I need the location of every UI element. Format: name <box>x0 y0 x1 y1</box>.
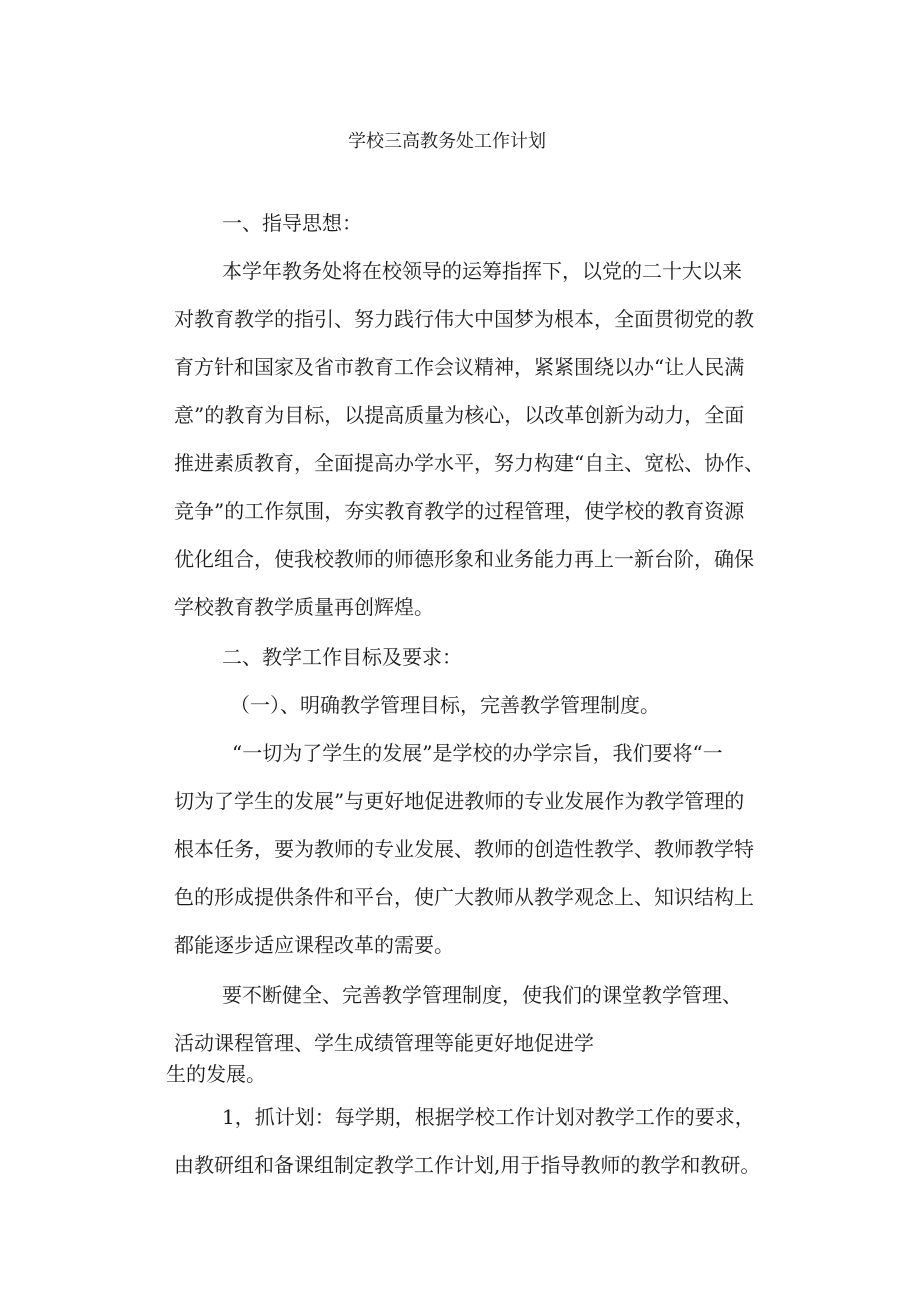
paragraph-line: 1，抓计划：每学期，根据学校工作计划对教学工作的要求， <box>222 1105 755 1129</box>
paragraph-line: 学校教育教学质量再创辉煌。 <box>174 595 434 619</box>
paragraph-line: 育方针和国家及省市教育工作会议精神，紧紧围绕以办“让人民满 <box>174 355 745 379</box>
paragraph-line: 由教研组和备课组制定教学工作计划,用于指导教师的教学和教研。 <box>174 1153 761 1177</box>
section-heading-2: 二、教学工作目标及要求： <box>222 645 462 669</box>
paragraph-line: 根本任务，要为教师的专业发展、教师的创造性教学、教师教学特 <box>174 837 754 861</box>
paragraph-line: “一切为了学生的发展”是学校的办学宗旨，我们要将“一 <box>232 741 723 765</box>
section-heading-1: 一、指导思想： <box>222 211 362 235</box>
paragraph-line: 要不断健全、完善教学管理制度，使我们的课堂教学管理、 <box>222 983 742 1007</box>
paragraph-line: 推进素质教育，全面提高办学水平，努力构建“自主、宽松、协作、 <box>174 451 765 475</box>
paragraph-line: 色的形成提供条件和平台，使广大教师从教学观念上、知识结构上 <box>174 885 754 909</box>
paragraph-line: 意”的教育为目标，以提高质量为核心，以改革创新为动力，全面 <box>174 403 745 427</box>
document-title: 学校三高教务处工作计划 <box>348 131 546 152</box>
paragraph-line: 活动课程管理、学生成绩管理等能更好地促进学 <box>174 1031 594 1055</box>
paragraph-line: 都能逐步适应课程改革的需要。 <box>174 933 454 957</box>
paragraph-line: 切为了学生的发展”与更好地促进教师的专业发展作为教学管理的 <box>174 789 745 813</box>
paragraph-line: 优化组合，使我校教师的师德形象和业务能力再上一新台阶，确保 <box>174 547 754 571</box>
paragraph-line: 竞争”的工作氛围，夯实教育教学的过程管理，使学校的教育资源 <box>174 499 745 523</box>
paragraph-line: 本学年教务处将在校领导的运筹指挥下，以党的二十大以来 <box>222 259 742 283</box>
subsection-heading: （一）、明确教学管理目标，完善教学管理制度。 <box>230 693 660 717</box>
paragraph-line: 生的发展。 <box>166 1062 266 1086</box>
paragraph-line: 对教育教学的指引、努力践行伟大中国梦为根本，全面贯彻党的教 <box>174 307 754 331</box>
